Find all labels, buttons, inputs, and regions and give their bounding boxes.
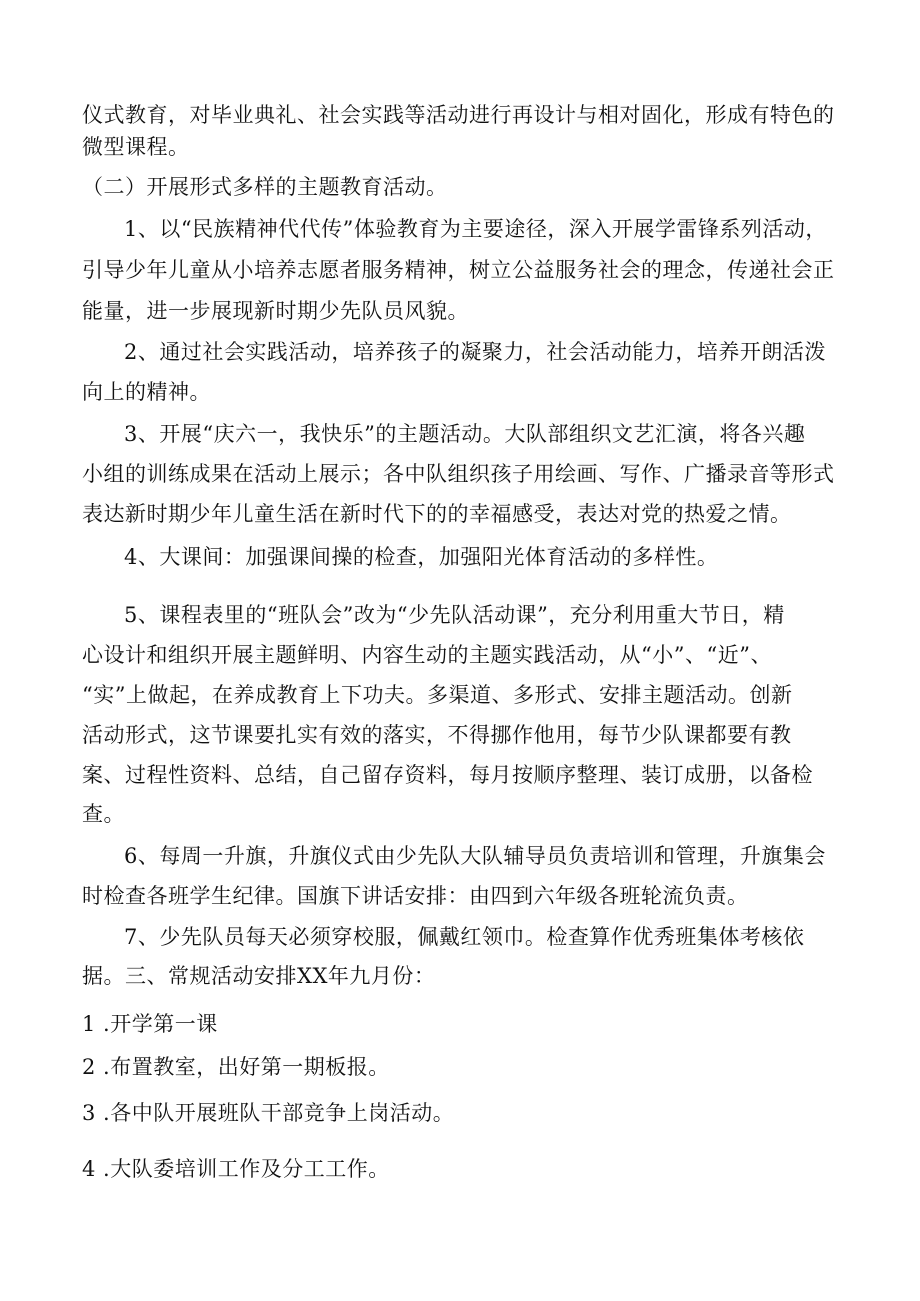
list-item: 3 .各中队开展班队干部竞争上岗活动。	[82, 1101, 455, 1125]
paragraph-3-line: 表达新时期少年儿童生活在新时代下的的幸福感受，表达对党的热爱之情。	[82, 502, 792, 526]
paragraph-1-line: 能量，进一步展现新时期少先队员风貌。	[82, 299, 469, 323]
paragraph-5-line: “实”上做起，在养成教育上下功夫。多渠道、多形式、安排主题活动。创新	[82, 683, 793, 707]
section-heading: （二）开展形式多样的主题教育活动。	[82, 175, 448, 199]
paragraph-2-line: 向上的精神。	[82, 380, 211, 404]
paragraph-3-line: 3、开展“庆六一，我快乐”的主题活动。大队部组织文艺汇演，将各兴趣	[124, 422, 806, 446]
paragraph-4-line: 4、大课间：加强课间操的检查，加强阳光体育活动的多样性。	[124, 545, 719, 569]
paragraph-1-line: 1、以“民族精神代代传”体验教育为主要途径，深入开展学雷锋系列活动，	[124, 217, 827, 241]
paragraph-5-line: 查。	[82, 802, 125, 826]
paragraph-5-line: 活动形式，这节课要扎实有效的落实，不得挪作他用，每节少队课都要有教	[82, 723, 792, 747]
paragraph-7-line: 据。三、常规活动安排XX年九月份：	[82, 964, 436, 988]
list-item: 4 .大队委培训工作及分工工作。	[82, 1157, 390, 1181]
paragraph-6-line: 时检查各班学生纪律。国旗下讲话安排：由四到六年级各班轮流负责。	[82, 884, 749, 908]
list-item: 2 .布置教室，出好第一期板报。	[82, 1055, 390, 1079]
paragraph-5-line: 案、过程性资料、总结，自己留存资料，每月按顺序整理、装订成册，以备检	[82, 763, 813, 787]
paragraph-5-line: 心设计和组织开展主题鲜明、内容生动的主题实践活动，从“小”、“近”、	[82, 643, 772, 667]
text-line: 仪式教育，对毕业典礼、社会实践等活动进行再设计与相对固化，形成有特色的	[82, 103, 835, 127]
paragraph-1-line: 引导少年儿童从小培养志愿者服务精神，树立公益服务社会的理念，传递社会正	[82, 258, 835, 282]
text-line: 微型课程。	[82, 135, 190, 159]
paragraph-5-line: 5、课程表里的“班队会”改为“少先队活动课”，充分利用重大节日，精	[124, 603, 785, 627]
paragraph-6-line: 6、每周一升旗，升旗仪式由少先队大队辅导员负责培训和管理，升旗集会	[124, 844, 826, 868]
paragraph-3-line: 小组的训练成果在活动上展示；各中队组织孩子用绘画、写作、广播录音等形式	[82, 462, 835, 486]
list-item: 1 .开学第一课	[82, 1012, 218, 1036]
paragraph-7-line: 7、少先队员每天必须穿校服，佩戴红领巾。检查算作优秀班集体考核依	[124, 925, 805, 949]
paragraph-2-line: 2、通过社会实践活动，培养孩子的凝聚力，社会活动能力，培养开朗活泼	[124, 340, 826, 364]
